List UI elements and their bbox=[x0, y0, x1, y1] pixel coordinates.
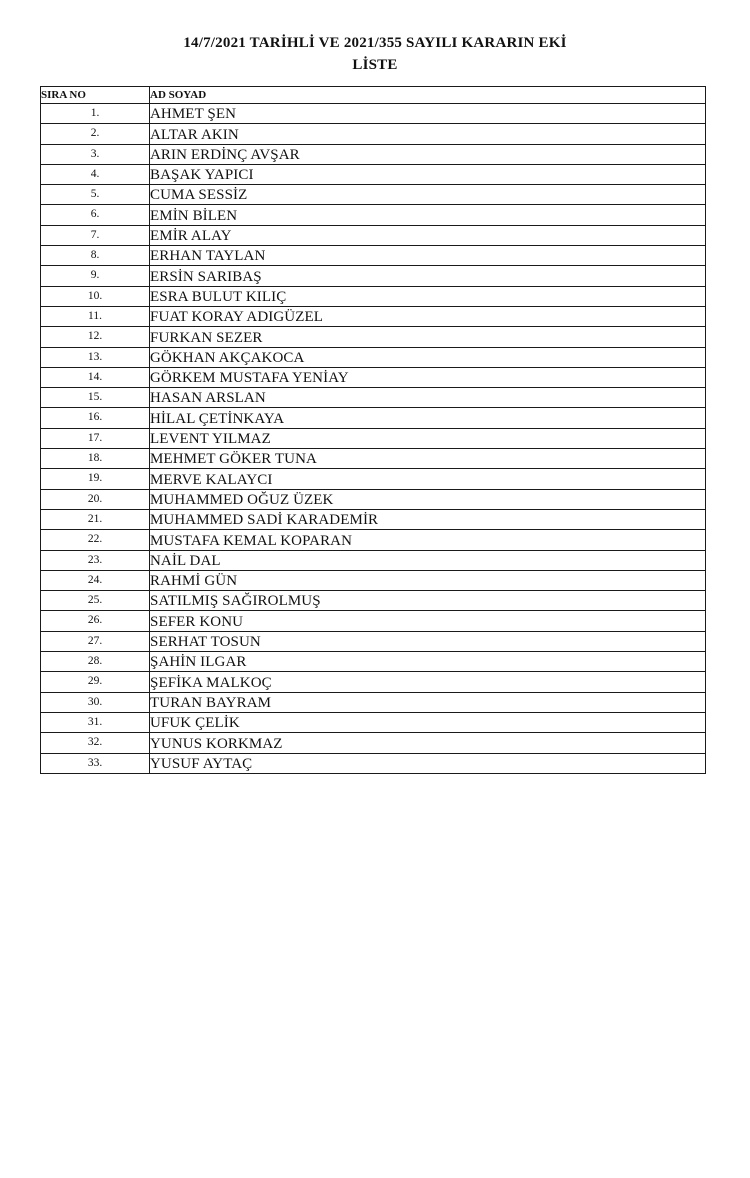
names-table bbox=[40, 86, 706, 774]
table-row bbox=[41, 672, 706, 692]
table-row bbox=[41, 611, 706, 631]
row-number: 4. bbox=[41, 164, 150, 184]
row-full-name: GÖKHAN AKÇAKOCA bbox=[150, 347, 706, 367]
row-number: 12. bbox=[41, 327, 150, 347]
row-full-name: UFUK ÇELİK bbox=[150, 712, 706, 732]
row-number: 28. bbox=[41, 652, 150, 672]
row-number: 9. bbox=[41, 266, 150, 286]
row-number: 5. bbox=[41, 185, 150, 205]
row-full-name: ALTAR AKIN bbox=[150, 124, 706, 144]
row-number: 11. bbox=[41, 306, 150, 326]
table-row bbox=[41, 591, 706, 611]
row-number: 20. bbox=[41, 489, 150, 509]
table-row bbox=[41, 144, 706, 164]
row-full-name: SERHAT TOSUN bbox=[150, 631, 706, 651]
row-number: 6. bbox=[41, 205, 150, 225]
table-row bbox=[41, 185, 706, 205]
row-full-name: MUSTAFA KEMAL KOPARAN bbox=[150, 530, 706, 550]
row-full-name: MUHAMMED OĞUZ ÜZEK bbox=[150, 489, 706, 509]
table-row bbox=[41, 469, 706, 489]
row-number: 26. bbox=[41, 611, 150, 631]
table-body bbox=[41, 104, 706, 774]
row-full-name: ERSİN SARIBAŞ bbox=[150, 266, 706, 286]
row-number: 2. bbox=[41, 124, 150, 144]
table-row bbox=[41, 408, 706, 428]
row-full-name: ŞAHİN ILGAR bbox=[150, 652, 706, 672]
table-row bbox=[41, 286, 706, 306]
row-number: 24. bbox=[41, 570, 150, 590]
row-number: 10. bbox=[41, 286, 150, 306]
table-row bbox=[41, 347, 706, 367]
row-full-name: TURAN BAYRAM bbox=[150, 692, 706, 712]
row-full-name: SEFER KONU bbox=[150, 611, 706, 631]
row-number: 22. bbox=[41, 530, 150, 550]
row-number: 8. bbox=[41, 246, 150, 266]
table-row bbox=[41, 570, 706, 590]
row-full-name: FURKAN SEZER bbox=[150, 327, 706, 347]
table-row bbox=[41, 205, 706, 225]
row-number: 7. bbox=[41, 225, 150, 245]
row-number: 23. bbox=[41, 550, 150, 570]
row-full-name: ERHAN TAYLAN bbox=[150, 246, 706, 266]
row-full-name: ESRA BULUT KILIÇ bbox=[150, 286, 706, 306]
row-full-name: MERVE KALAYCI bbox=[150, 469, 706, 489]
table-header-row bbox=[41, 87, 706, 104]
row-full-name: CUMA SESSİZ bbox=[150, 185, 706, 205]
row-number: 13. bbox=[41, 347, 150, 367]
table-row bbox=[41, 225, 706, 245]
table-row bbox=[41, 306, 706, 326]
table-row bbox=[41, 530, 706, 550]
row-full-name: MUHAMMED SADİ KARADEMİR bbox=[150, 509, 706, 529]
table-row bbox=[41, 449, 706, 469]
row-full-name: GÖRKEM MUSTAFA YENİAY bbox=[150, 367, 706, 387]
row-full-name: ARIN ERDİNÇ AVŞAR bbox=[150, 144, 706, 164]
row-number: 16. bbox=[41, 408, 150, 428]
row-full-name: RAHMİ GÜN bbox=[150, 570, 706, 590]
row-full-name: LEVENT YILMAZ bbox=[150, 428, 706, 448]
table-row bbox=[41, 631, 706, 651]
table-row bbox=[41, 733, 706, 753]
row-number: 14. bbox=[41, 367, 150, 387]
column-header-sira-no: SIRA NO bbox=[41, 87, 150, 104]
row-number: 33. bbox=[41, 753, 150, 773]
column-header-ad-soyad: AD SOYAD bbox=[150, 87, 706, 104]
row-number: 21. bbox=[41, 509, 150, 529]
table-row bbox=[41, 489, 706, 509]
table-row bbox=[41, 712, 706, 732]
table-row bbox=[41, 124, 706, 144]
row-full-name: YUNUS KORKMAZ bbox=[150, 733, 706, 753]
table-row bbox=[41, 164, 706, 184]
row-number: 32. bbox=[41, 733, 150, 753]
table-row bbox=[41, 509, 706, 529]
table-row bbox=[41, 367, 706, 387]
row-full-name: YUSUF AYTAÇ bbox=[150, 753, 706, 773]
row-number: 18. bbox=[41, 449, 150, 469]
row-full-name: EMİR ALAY bbox=[150, 225, 706, 245]
row-number: 30. bbox=[41, 692, 150, 712]
row-full-name: ŞEFİKA MALKOÇ bbox=[150, 672, 706, 692]
table-row bbox=[41, 246, 706, 266]
row-number: 17. bbox=[41, 428, 150, 448]
row-full-name: EMİN BİLEN bbox=[150, 205, 706, 225]
row-number: 27. bbox=[41, 631, 150, 651]
row-full-name: BAŞAK YAPICI bbox=[150, 164, 706, 184]
table-row bbox=[41, 550, 706, 570]
table-row bbox=[41, 753, 706, 773]
row-number: 31. bbox=[41, 712, 150, 732]
row-number: 15. bbox=[41, 388, 150, 408]
table-row bbox=[41, 104, 706, 124]
document-title: 14/7/2021 TARİHLİ VE 2021/355 SAYILI KARARIN EKİ bbox=[183, 35, 567, 51]
row-number: 19. bbox=[41, 469, 150, 489]
table-row bbox=[41, 388, 706, 408]
row-full-name: MEHMET GÖKER TUNA bbox=[150, 449, 706, 469]
row-number: 1. bbox=[41, 104, 150, 124]
row-number: 3. bbox=[41, 144, 150, 164]
row-full-name: HASAN ARSLAN bbox=[150, 388, 706, 408]
row-number: 29. bbox=[41, 672, 150, 692]
row-full-name: AHMET ŞEN bbox=[150, 104, 706, 124]
row-full-name: NAİL DAL bbox=[150, 550, 706, 570]
table-row bbox=[41, 428, 706, 448]
document-subtitle: LİSTE bbox=[352, 57, 398, 73]
row-full-name: FUAT KORAY ADIGÜZEL bbox=[150, 306, 706, 326]
table-row bbox=[41, 652, 706, 672]
table-row bbox=[41, 692, 706, 712]
row-full-name: HİLAL ÇETİNKAYA bbox=[150, 408, 706, 428]
table-row bbox=[41, 266, 706, 286]
row-full-name: SATILMIŞ SAĞIROLMUŞ bbox=[150, 591, 706, 611]
table-row bbox=[41, 327, 706, 347]
row-number: 25. bbox=[41, 591, 150, 611]
